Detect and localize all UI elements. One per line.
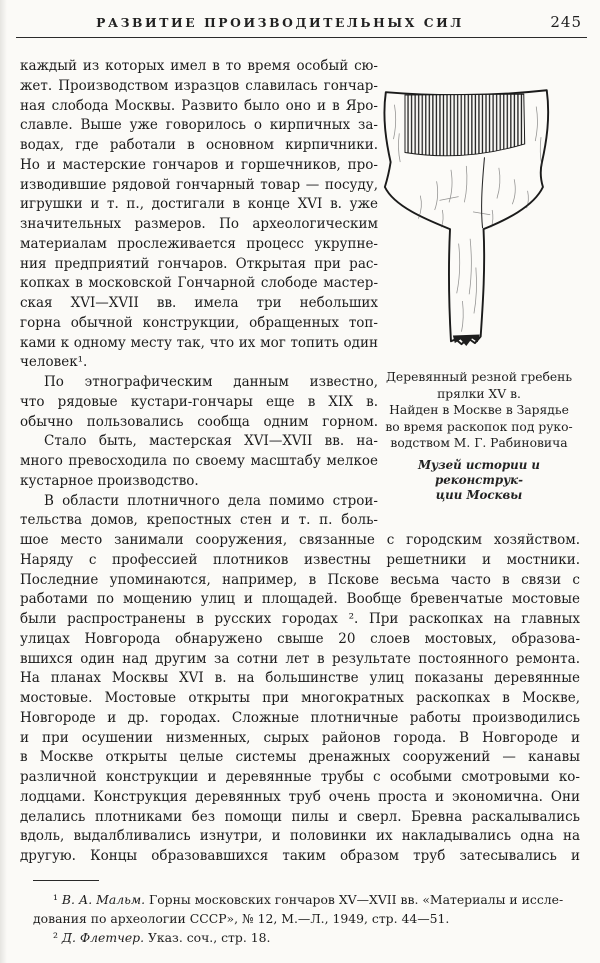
body-text-line: материалам прослеживается процесс укрупне- [20,235,378,252]
body-text-line: делались плотниками без помощи пилы и сверл. Бревна раскалывались [20,808,580,825]
caption-line: прялки XV в. [437,386,521,401]
body-text-line: улицах Новгорода обнаружено свыше 20 слоев мостовых, образова- [20,630,580,647]
body-text-line: водах, где работали в основном кирпичники. [20,137,378,153]
body-text-line: вшихся один над другим за сотни лет в результате постоянного ремонта. [20,650,580,667]
figure-column [378,57,580,531]
body-text-line: в Москве открыты целые системы дренажных сооружений — канавы [20,749,580,766]
comb-illustration-icon [382,66,564,354]
body-text-line: мостовые. Мостовые открыты при многократных раскопках в Москве, [20,690,580,706]
footnote-text: Указ. соч., стр. 18. [144,930,271,946]
body-text-line: каждый из которых имел в то время особый сю- [20,58,378,74]
body-text-line: были распространены в русских городах ². При раскопках на главных [20,611,580,627]
body-text-line: горна обычной конструкции, обращенных топ- [20,314,378,331]
body-text-line: работами по мощению улиц и площадей. Вообще бревенчатые мостовые [20,591,580,608]
figure-illustration [382,66,580,358]
body-text-line: копках в московской Гончарной слободе мастер- [20,275,378,292]
caption-line: во время раскопок под руко- [385,419,573,434]
body-text-line: По этнографическим данным известно, [44,374,378,390]
footnote-author: В. А. Мальм. [61,891,146,907]
header-rule [16,37,587,38]
body-text-line: Но и мастерские гончаров и горшечников, про- [20,156,378,173]
body-text-line: На планах Москвы XVI в. на большинстве улиц показаны деревянные [20,670,580,687]
body-text-line: изводившие рядовой гончарный товар — посуду, [20,176,378,193]
two-column-section [20,57,580,531]
body-text-line: тельства домов, крепостных стен и т. п. боль- [20,512,378,529]
credit-line: ции Москвы [435,488,523,503]
footnote-author: Д. Флетчер. [61,930,145,946]
body-text-line: что рядовые кустари-гончары еще в XIX в. [20,393,378,410]
body-text-line: Стало быть, мастерская XVI—XVII вв. на- [44,433,378,450]
footnote-text: дования по археологии СССР», № 12, М.—Л., 1949, стр. 44—51. [33,911,450,927]
full-width-text [20,531,580,867]
body-text-line: Новгороде и др. городах. Сложные плотничные работы производились [20,709,580,726]
figure-caption [378,369,580,452]
body-text-line: много превосходила по своему масштабу мелкое [20,453,378,469]
body-text-line: ния предприятий гончаров. Открытая при рас- [20,255,378,272]
body-text-line: и при осушении низменных, сырых районов города. В Новгороде и [20,729,580,746]
body-text-line: лодцами. Конструкция деревянных труб очень проста и экономична. Они [20,788,580,805]
body-text-line: ская XVI—XVII вв. имела три небольших [20,295,378,311]
body-text-line: кустарное производство. [20,472,199,489]
figure-credit [378,458,580,504]
footnote [33,928,578,947]
body-text-line: Наряду с профессией плотников известны решетники и мостники. [20,551,580,568]
footnotes [33,890,578,948]
body-text-line: жет. Производством изразцов славилась гончар- [20,77,378,94]
left-text-column [20,57,378,531]
body-text-line: ная слобода Москвы. Развито было оно и в Яро- [20,97,378,114]
footnote-text: Горны московских гончаров XV—XVII вв. «Материалы и иссле- [145,891,564,907]
body-text-line: различной конструкции и деревянные трубы с особыми смотровыми ко- [20,769,580,785]
body-text-line: ками к одному месту так, что их мог топить один [20,334,378,351]
caption-line: Найден в Москве в Зарядье [389,403,569,418]
footnote-rule [33,880,99,881]
running-head-title: РАЗВИТИЕ ПРОИЗВОДИТЕЛЬНЫХ СИЛ [96,15,464,30]
page-content [20,57,580,948]
body-text-line: другую. Концы образовавшихся таким образом труб затесывались и [20,848,580,864]
caption-line: Деревянный резной гребень [385,370,573,384]
body-text-line: В области плотничного дела помимо строи- [44,492,378,509]
credit-line: Музей истории и реконструк- [417,457,541,488]
body-text-line: шое место занимали сооружения, связанные с городским хозяйством. [20,532,580,548]
footnote [33,890,578,929]
body-text-line: человек¹. [20,354,88,371]
body-text-line: обычно пользовались сообща одним горном. [20,413,378,430]
footnote-marker: ¹ [53,891,62,907]
body-text-line: славле. Выше уже говорилось о кирпичных за- [20,117,378,134]
body-text-line: игрушки и т. п., достигали в конце XVI в. уже [20,196,378,213]
caption-line: водством М. Г. Рабиновича [390,436,568,451]
body-text-line: значительных размеров. По археологическим [20,216,378,232]
footnote-marker: ² [53,930,62,946]
body-text-line: Последние упоминаются, например, в Пскове весьма часто в связи с [20,571,580,588]
page-number: 245 [550,13,582,31]
body-text-line: вдоль, выдалбливались изнутри, и половинки их накладывались одна на [20,828,580,845]
